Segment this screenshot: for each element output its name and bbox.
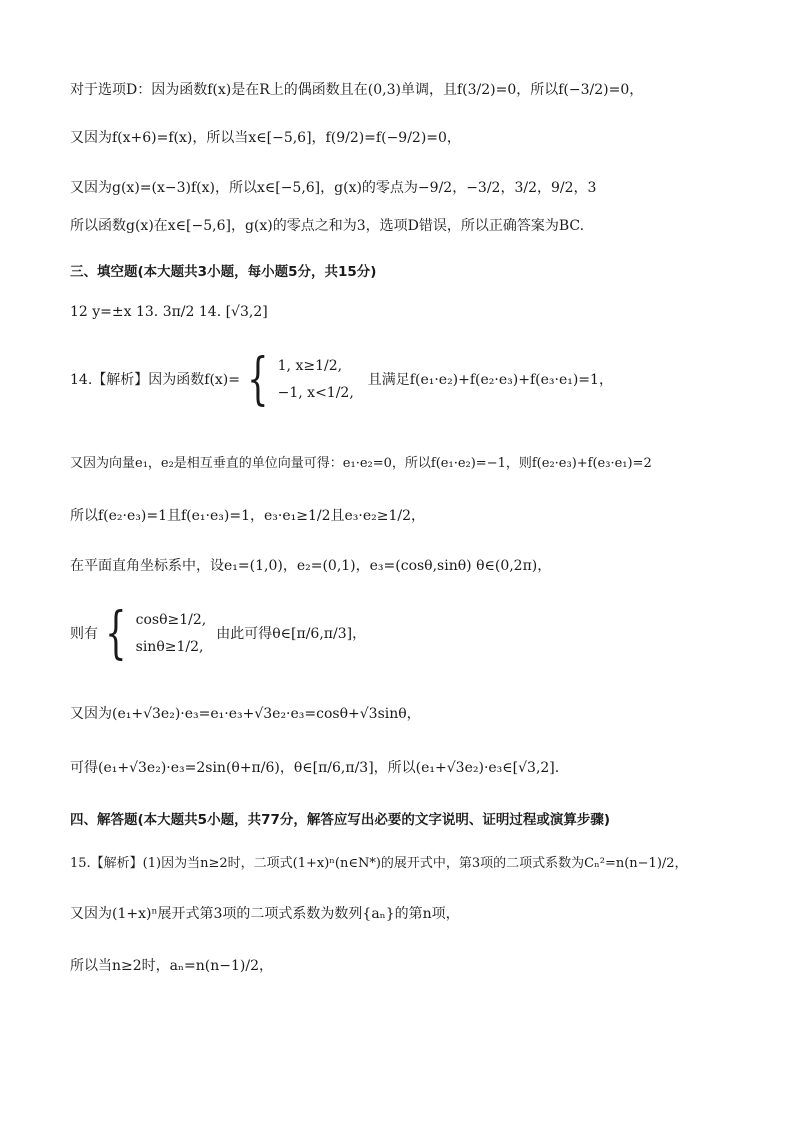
text-line-option-d bbox=[70, 82, 760, 99]
piecewise-case-2: −1, x<1/2, bbox=[277, 385, 354, 401]
section-heading-fill-in bbox=[70, 264, 760, 280]
text-line-range-result-text: 可得(e₁+√3e₂)·e₃=2sin(θ+π/6)，θ∈[π/6,π/3]，所以(e₁+√3e₂)·e₃∈[√3,2]. bbox=[70, 760, 560, 776]
inequality-cos: cosθ≥1/2, bbox=[135, 612, 207, 629]
theta-range-result: 由此可得θ∈[π/6,π/3]， bbox=[216, 625, 367, 642]
problem-14-definition bbox=[70, 347, 760, 412]
text-line-orthogonal-text: 又因为向量e₁，e₂是相互垂直的单位向量可得：e₁·e₂=0，所以f(e₁·e₂)=−1，则f(e₂·e₃)+f(e₃·e₁)=2 bbox=[70, 456, 652, 471]
left-brace: { bbox=[247, 347, 269, 412]
text-line-orthogonal bbox=[70, 456, 760, 472]
text-line-g-zeros-text: 又因为g(x)=(x−3)f(x)，所以x∈[−5,6]，g(x)的零点为−9/2，−3/2，3/2，9/2，3 bbox=[70, 180, 597, 196]
problem-15-line-3 bbox=[70, 958, 760, 975]
text-line-g-zeros bbox=[70, 180, 760, 197]
text-line-periodicity bbox=[70, 130, 760, 147]
problem-14-condition: 且满足f(e₁·e₂)+f(e₂·e₃)+f(e₃·e₁)=1， bbox=[367, 371, 613, 388]
problem-15-line-3-text: 所以当n≥2时，aₙ=n(n−1)/2， bbox=[70, 958, 274, 974]
problem-15-line-1 bbox=[70, 856, 760, 872]
answers-line-text: 12 y=±x 13. 3π/2 14. [√3,2] bbox=[70, 304, 268, 320]
piecewise-function bbox=[240, 347, 354, 412]
text-line-option-d-text: 对于选项D：因为函数f(x)是在R上的偶函数且在(0,3)单调，且f(3/2)=0，所以f(−3/2)=0， bbox=[70, 82, 644, 98]
text-line-periodicity-text: 又因为f(x+6)=f(x)，所以当x∈[−5,6]，f(9/2)=f(−9/2)=0， bbox=[70, 130, 461, 146]
text-line-sum-of-zeros bbox=[70, 218, 760, 235]
text-line-coordinates bbox=[70, 558, 760, 575]
piecewise-case-1: 1, x≥1/2, bbox=[277, 358, 343, 375]
text-line-dot-product-expansion bbox=[70, 706, 760, 723]
text-line-dot-conditions-text: 所以f(e₂·e₃)=1且f(e₁·e₃)=1，e₃·e₁≥1/2且e₃·e₂≥1/2， bbox=[70, 508, 425, 524]
problem-15-line-2-text: 又因为(1+x)ⁿ展开式第3项的二项式系数为数列{aₙ}的第n项， bbox=[70, 906, 460, 922]
text-line-dot-conditions bbox=[70, 508, 760, 525]
text-line-sum-of-zeros-text: 所以函数g(x)在x∈[−5,6]，g(x)的零点之和为3，选项D错误，所以正确答案为BC. bbox=[70, 218, 585, 234]
inequality-cases bbox=[136, 612, 207, 656]
section-heading-solutions-text: 四、解答题(本大题共5小题，共77分，解答应写出必要的文字说明、证明过程或演算步骤) bbox=[70, 812, 611, 828]
inequality-system bbox=[70, 601, 760, 666]
piecewise-cases bbox=[278, 358, 354, 402]
problem-15-line-1-text: 15.【解析】(1)因为当n≥2时，二项式(1+x)ⁿ(n∈N*)的展开式中，第3项的二项式系数为Cₙ²=n(n−1)/2， bbox=[70, 856, 688, 871]
section-heading-fill-in-text: 三、填空题(本大题共3小题，每小题5分，共15分) bbox=[70, 264, 377, 280]
inequality-cases-wrap bbox=[98, 601, 207, 666]
text-line-coordinates-text: 在平面直角坐标系中，设e₁=(1,0)，e₂=(0,1)，e₃=(cosθ,sinθ) θ∈(0,2π)， bbox=[70, 558, 552, 574]
problem-14-intro: 14.【解析】因为函数f(x)= bbox=[70, 371, 240, 388]
answers-line bbox=[70, 304, 760, 321]
inequality-sin: sinθ≥1/2, bbox=[135, 639, 204, 655]
text-line-range-result bbox=[70, 760, 760, 777]
problem-15-line-2 bbox=[70, 906, 760, 923]
text-line-dot-product-expansion-text: 又因为(e₁+√3e₂)·e₃=e₁·e₃+√3e₂·e₃=cosθ+√3sinθ， bbox=[70, 706, 421, 722]
inequality-system-intro: 则有 bbox=[70, 625, 98, 642]
system-brace: { bbox=[105, 601, 127, 666]
section-heading-solutions bbox=[70, 812, 760, 828]
